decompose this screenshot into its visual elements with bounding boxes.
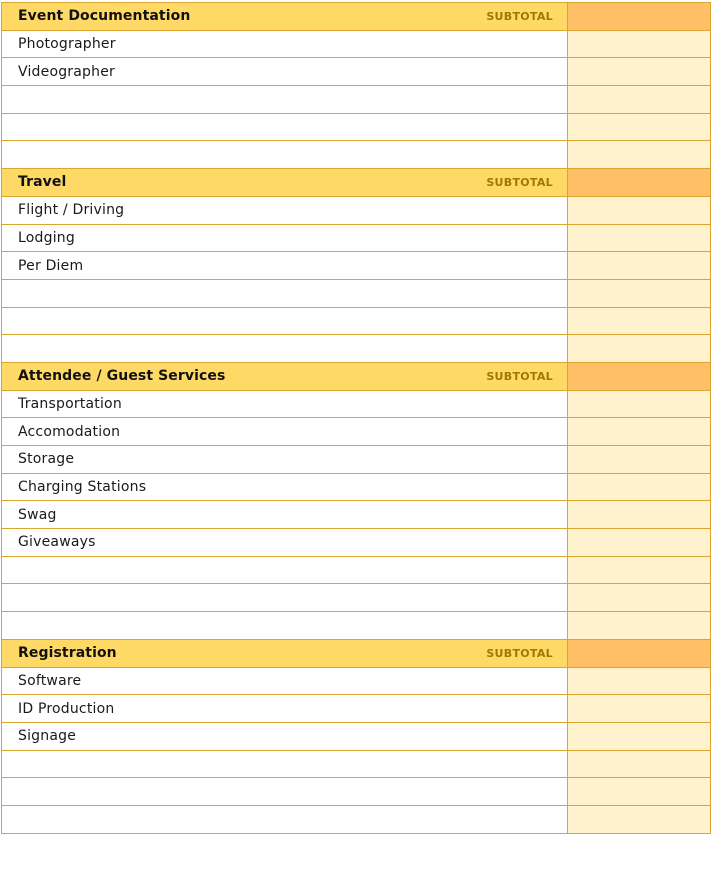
item-amount-cell[interactable] [568,252,711,280]
item-amount-cell[interactable] [568,335,711,363]
table-row [2,113,711,141]
item-label: Signage [18,728,77,745]
section-header-label-cell [2,362,568,390]
item-label: ID Production [18,700,115,717]
section-header-label-cell [2,639,568,667]
item-label-cell[interactable] [2,778,568,806]
table-row [2,279,711,307]
item-label-cell[interactable] [2,612,568,640]
subtotal-label: SUBTOTAL [486,9,553,23]
table-row [2,30,711,58]
item-amount-cell[interactable] [568,196,711,224]
item-amount-cell[interactable] [568,556,711,584]
section-title: Attendee / Guest Services [18,368,226,385]
subtotal-label: SUBTOTAL [486,369,553,383]
item-label-cell[interactable] [2,196,568,224]
table-row [2,778,711,806]
subtotal-amount-cell[interactable] [568,3,711,31]
budget-table [1,2,711,834]
item-amount-cell[interactable] [568,778,711,806]
item-label-cell[interactable] [2,584,568,612]
item-label-cell[interactable] [2,30,568,58]
item-label-cell[interactable] [2,473,568,501]
item-label-cell[interactable] [2,695,568,723]
item-label-cell[interactable] [2,529,568,557]
table-row [2,722,711,750]
section-title: Registration [18,645,117,662]
item-label: Software [18,672,82,689]
item-label: Giveaways [18,534,96,551]
item-label-cell[interactable] [2,141,568,169]
item-label: Accomodation [18,423,121,440]
item-amount-cell[interactable] [568,667,711,695]
table-row [2,695,711,723]
table-row [2,141,711,169]
table-row [2,418,711,446]
item-label: Videographer [18,63,115,80]
item-amount-cell[interactable] [568,446,711,474]
item-label: Storage [18,451,75,468]
table-row [2,612,711,640]
item-amount-cell[interactable] [568,279,711,307]
table-row [2,556,711,584]
table-row [2,805,711,833]
item-amount-cell[interactable] [568,224,711,252]
section-header-label-cell [2,169,568,197]
section-title: Event Documentation [18,8,191,25]
section-header-registration [2,639,711,667]
item-label-cell[interactable] [2,58,568,86]
section-header-travel [2,169,711,197]
item-label-cell[interactable] [2,667,568,695]
item-amount-cell[interactable] [568,141,711,169]
section-header-attendee-guest-services [2,362,711,390]
item-label: Swag [18,506,57,523]
subtotal-label: SUBTOTAL [486,175,553,189]
item-amount-cell[interactable] [568,722,711,750]
table-row [2,473,711,501]
item-label-cell[interactable] [2,418,568,446]
item-label-cell[interactable] [2,86,568,114]
item-amount-cell[interactable] [568,529,711,557]
table-row [2,584,711,612]
item-amount-cell[interactable] [568,805,711,833]
budget-sheet [1,2,710,834]
item-label-cell[interactable] [2,307,568,335]
item-label-cell[interactable] [2,446,568,474]
table-row [2,501,711,529]
item-label-cell[interactable] [2,335,568,363]
table-row [2,86,711,114]
table-row [2,196,711,224]
table-row [2,390,711,418]
table-row [2,224,711,252]
subtotal-amount-cell[interactable] [568,639,711,667]
item-amount-cell[interactable] [568,307,711,335]
item-amount-cell[interactable] [568,473,711,501]
item-label-cell[interactable] [2,805,568,833]
table-row [2,58,711,86]
item-label: Charging Stations [18,479,147,496]
item-amount-cell[interactable] [568,390,711,418]
item-label-cell[interactable] [2,722,568,750]
item-label-cell[interactable] [2,224,568,252]
table-row [2,252,711,280]
item-amount-cell[interactable] [568,584,711,612]
item-amount-cell[interactable] [568,58,711,86]
item-label-cell[interactable] [2,750,568,778]
subtotal-amount-cell[interactable] [568,169,711,197]
item-amount-cell[interactable] [568,418,711,446]
table-row [2,750,711,778]
item-amount-cell[interactable] [568,750,711,778]
item-amount-cell[interactable] [568,695,711,723]
item-label: Flight / Driving [18,202,125,219]
section-header-label-cell [2,3,568,31]
subtotal-amount-cell[interactable] [568,362,711,390]
section-header-event-documentation [2,3,711,31]
item-label: Lodging [18,229,75,246]
item-amount-cell[interactable] [568,501,711,529]
item-label-cell[interactable] [2,390,568,418]
budget-table-body [2,3,711,834]
item-label: Photographer [18,36,116,53]
table-row [2,446,711,474]
table-row [2,667,711,695]
item-label: Per Diem [18,257,84,274]
section-title: Travel [18,174,67,191]
table-row [2,307,711,335]
item-label-cell[interactable] [2,252,568,280]
item-amount-cell[interactable] [568,30,711,58]
subtotal-label: SUBTOTAL [486,646,553,660]
item-amount-cell[interactable] [568,113,711,141]
item-label-cell[interactable] [2,556,568,584]
item-label-cell[interactable] [2,501,568,529]
item-label: Transportation [18,395,122,412]
item-label-cell[interactable] [2,113,568,141]
item-amount-cell[interactable] [568,86,711,114]
item-amount-cell[interactable] [568,612,711,640]
table-row [2,335,711,363]
item-label-cell[interactable] [2,279,568,307]
table-row [2,529,711,557]
